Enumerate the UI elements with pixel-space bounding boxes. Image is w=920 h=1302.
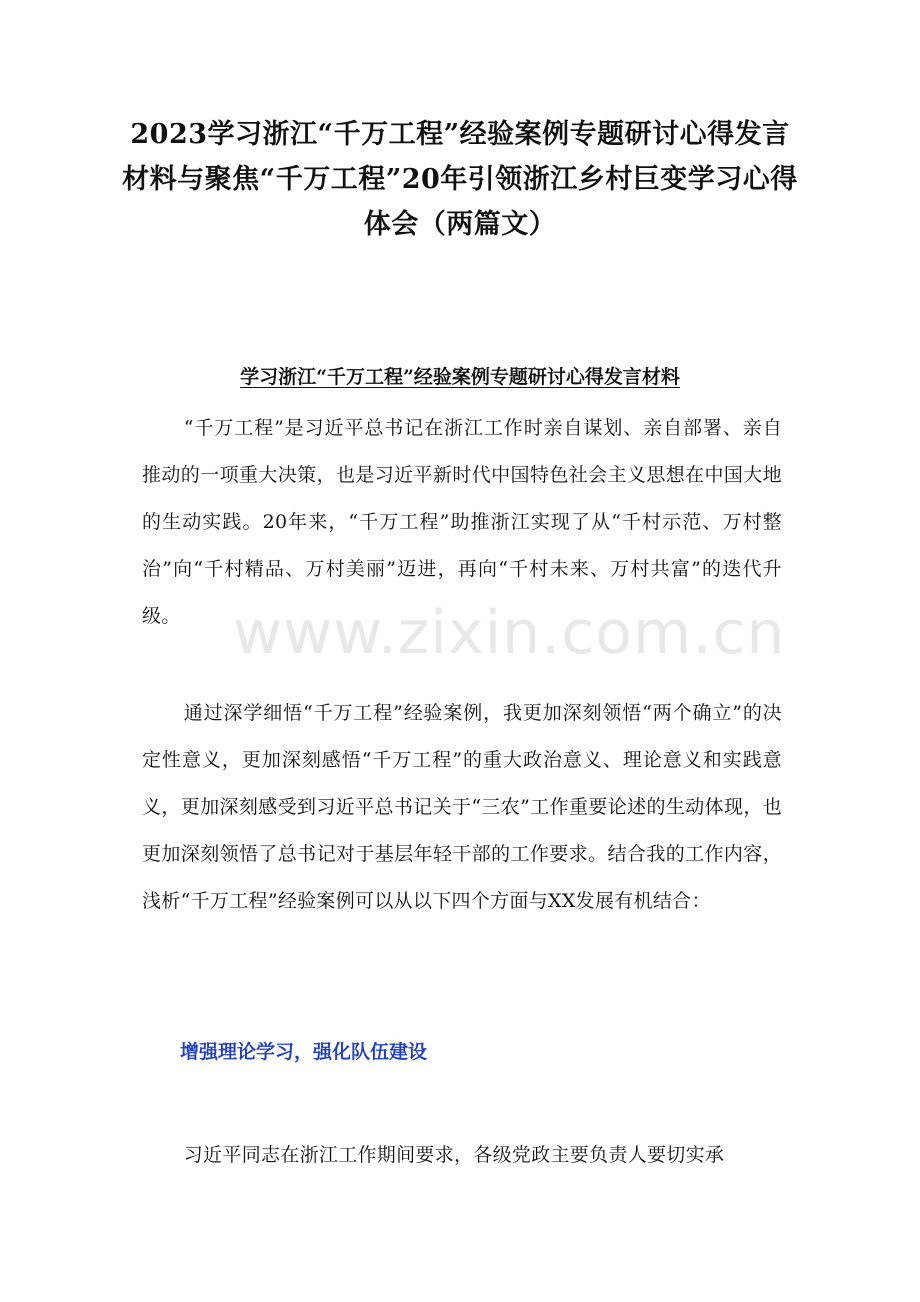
body-paragraph-3: 习近平同志在浙江工作期间要求，各级党政主要负责人要切实承 [183, 1144, 725, 1166]
subheading: 增强理论学习，强化队伍建设 [180, 1041, 428, 1063]
section-title: 学习浙江“千万工程”经验案例专题研讨心得发言材料 [240, 366, 680, 388]
document-title: 2023学习浙江“千万工程”经验案例专题研讨心得发言材料与聚焦“千万工程”20年引领浙江乡村巨变学习心得体会（两篇文） [122, 119, 798, 240]
body-paragraph-2: 通过深学细悟“千万工程”经验案例，我更加深刻领悟“两个确立”的决定性意义，更加深刻感悟“千万工程”的重大政治意义、理论意义和实践意义，更加深刻感受到习近平总书记关于“三农”工作重要论述的生动体现，也更加深刻领悟了总书记对于基层年轻干部的工作要求。结合我的工作内容，浅析“千万工程”经验案例可以从以下四个方面与XX发展有机结合： [142, 702, 782, 912]
body-paragraph-1: “千万工程”是习近平总书记在浙江工作时亲自谋划、亲自部署、亲自推动的一项重大决策，也是习近平新时代中国特色社会主义思想在中国大地的生动实践。20年来，“千万工程”助推浙江实现了从“千村示范、万村整治”向“千村精品、万村美丽”迈进，再向“千村未来、万村共富”的迭代升级。 [142, 417, 782, 627]
watermark: www.zixin.com.cn [233, 598, 786, 668]
